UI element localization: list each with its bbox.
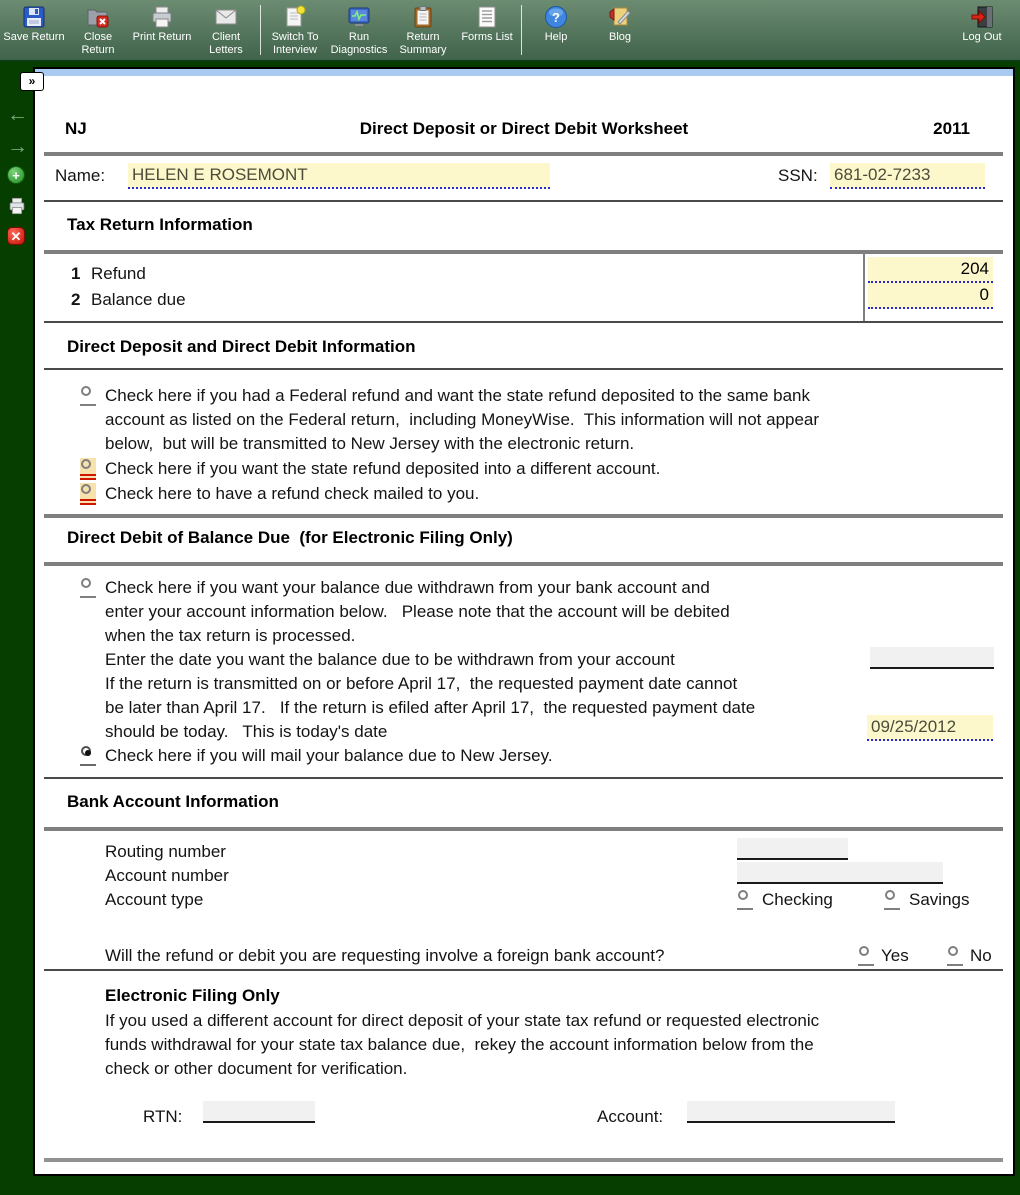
- divider: [44, 321, 1003, 323]
- close-return-button[interactable]: Close Return: [66, 3, 130, 57]
- name-label: Name:: [55, 166, 106, 185]
- refund-amount-field[interactable]: 204: [868, 257, 993, 283]
- divider: [44, 827, 1003, 831]
- radio-circle: [81, 484, 91, 494]
- rtn-verify-field[interactable]: [203, 1101, 315, 1123]
- rtn-label: RTN:: [143, 1107, 183, 1126]
- note-text: should be today. This is today's date: [105, 722, 388, 741]
- withdraw-date-field[interactable]: [870, 647, 994, 669]
- help-icon: [543, 3, 569, 31]
- ssn-field[interactable]: 681-02-7233: [830, 163, 985, 189]
- save-icon: [21, 3, 47, 31]
- option-text: Check here if you want your balance due withdrawn from your bank account and: [105, 578, 710, 597]
- radio-underline: [858, 964, 874, 966]
- same-account-radio[interactable]: [80, 386, 96, 406]
- divider: [44, 1158, 1003, 1162]
- print-return-button[interactable]: Print Return: [130, 3, 194, 44]
- option-text: enter your account information below. Please note that the account will be debited: [105, 602, 730, 621]
- toolbar-separator: [521, 5, 522, 55]
- radio-circle: [859, 946, 869, 956]
- efile-text: funds withdrawal for your state tax balance due, rekey the account information below from the: [105, 1035, 814, 1054]
- form-page: [28, 67, 1015, 1176]
- radio-circle: [81, 746, 91, 756]
- required-underline: [80, 499, 96, 501]
- refund-label: Refund: [91, 264, 146, 283]
- main-area: [0, 62, 1020, 1193]
- divider: [44, 969, 1003, 971]
- divider: [44, 152, 1003, 156]
- radio-underline: [884, 908, 900, 910]
- savings-radio[interactable]: [884, 890, 900, 910]
- tax-year: 2011: [933, 119, 970, 138]
- top-toolbar: [0, 0, 1020, 62]
- clipboard-icon: [410, 3, 436, 31]
- line-number: 1: [71, 264, 81, 283]
- routing-number-field[interactable]: [737, 838, 848, 860]
- radio-circle: [738, 890, 748, 900]
- collapse-panel-tab[interactable]: »: [20, 72, 44, 91]
- foreign-yes-radio[interactable]: [858, 946, 874, 966]
- line-number: 2: [71, 290, 81, 309]
- client-letters-button[interactable]: Client Letters: [194, 3, 258, 57]
- foreign-no-radio[interactable]: [947, 946, 963, 966]
- name-field[interactable]: HELEN E ROSEMONT: [128, 163, 550, 189]
- option-text: when the tax return is processed.: [105, 626, 356, 645]
- plus-icon: +: [7, 166, 25, 184]
- balance-due-label: Balance due: [91, 290, 186, 309]
- radio-circle: [81, 459, 91, 469]
- blog-button[interactable]: Blog: [588, 3, 652, 44]
- svg-text:?: ?: [552, 10, 560, 25]
- option-text: Check here if you want the state refund deposited into a different account.: [105, 459, 661, 478]
- switch-to-interview-button[interactable]: Switch To Interview: [263, 3, 327, 57]
- forms-list-button[interactable]: Forms List: [455, 3, 519, 44]
- option-text: Check here if you had a Federal refund and want the state refund deposited to the same bank: [105, 386, 811, 405]
- section-heading-efile: Electronic Filing Only: [105, 986, 280, 1005]
- account-verify-label: Account:: [597, 1107, 664, 1126]
- divider: [44, 777, 1003, 779]
- account-type-label: Account type: [105, 890, 204, 909]
- radio-circle: [885, 890, 895, 900]
- no-label: No: [970, 946, 992, 965]
- account-verify-field[interactable]: [687, 1101, 895, 1123]
- radio-circle: [81, 578, 91, 588]
- radio-underline: [80, 596, 96, 598]
- diagnostics-monitor-icon: [346, 3, 372, 31]
- close-form-icon[interactable]: [7, 227, 27, 245]
- section-heading-bank-account: Bank Account Information: [67, 792, 279, 811]
- required-underline: [80, 478, 96, 480]
- option-text: account as listed on the Federal return, including MoneyWise. This information will not appear: [105, 410, 820, 429]
- radio-circle: [81, 386, 91, 396]
- withdraw-balance-radio[interactable]: [80, 578, 96, 598]
- option-text: Check here to have a refund check mailed to you.: [105, 484, 480, 503]
- interview-page-icon: [282, 3, 308, 31]
- checking-label: Checking: [762, 890, 833, 909]
- forms-list-icon: [474, 3, 500, 31]
- efile-text: check or other document for verification.: [105, 1059, 408, 1078]
- different-account-radio[interactable]: [80, 458, 96, 480]
- help-button[interactable]: ? Help: [524, 3, 588, 44]
- mail-balance-radio[interactable]: [80, 746, 96, 766]
- add-form-icon[interactable]: [7, 166, 27, 184]
- envelope-icon: [213, 3, 239, 31]
- close-folder-icon: [85, 3, 111, 31]
- note-text: be later than April 17. If the return is efiled after April 17, the requested payment date: [105, 698, 756, 717]
- refund-check-radio[interactable]: [80, 483, 96, 505]
- divider: [44, 514, 1003, 518]
- option-text: Check here if you will mail your balance due to New Jersey.: [105, 746, 553, 765]
- blog-scroll-icon: [607, 3, 633, 31]
- radio-underline: [80, 764, 96, 766]
- radio-circle: [948, 946, 958, 956]
- required-underline: [80, 503, 96, 505]
- print-form-icon[interactable]: [7, 196, 27, 221]
- x-icon: ✕: [7, 227, 25, 245]
- section-heading-direct-deposit: Direct Deposit and Direct Debit Information: [67, 337, 416, 356]
- balance-due-amount-field[interactable]: 0: [868, 283, 993, 309]
- column-divider: [863, 250, 865, 321]
- radio-underline: [947, 964, 963, 966]
- divider: [44, 250, 1003, 254]
- required-underline: [80, 474, 96, 476]
- divider: [44, 368, 1003, 370]
- save-return-button[interactable]: Save Return: [2, 3, 66, 44]
- logout-door-icon: [969, 3, 995, 31]
- account-number-field[interactable]: [737, 862, 943, 884]
- back-arrow-icon[interactable]: ←: [7, 103, 28, 126]
- savings-label: Savings: [909, 890, 970, 909]
- option-text: below, but will be transmitted to New Jersey with the electronic return.: [105, 434, 635, 453]
- section-heading-direct-debit: Direct Debit of Balance Due (for Electronic Filing Only): [67, 528, 513, 547]
- account-number-label: Account number: [105, 866, 229, 885]
- printer-icon: [149, 3, 175, 31]
- note-text: If the return is transmitted on or before April 17, the requested payment date cannot: [105, 674, 738, 693]
- radio-underline: [80, 404, 96, 406]
- yes-label: Yes: [881, 946, 909, 965]
- efile-text: If you used a different account for direct deposit of your state tax refund or requested electronic: [105, 1011, 820, 1030]
- checking-radio[interactable]: [737, 890, 753, 910]
- log-out-button[interactable]: Log Out: [950, 3, 1014, 44]
- divider: [44, 200, 1003, 202]
- page-title: Direct Deposit or Direct Debit Worksheet: [359, 119, 689, 138]
- page-top-bar: [35, 69, 1013, 76]
- ssn-label: SSN:: [778, 166, 818, 185]
- toolbar-separator: [260, 5, 261, 55]
- routing-number-label: Routing number: [105, 842, 226, 861]
- return-summary-button[interactable]: Return Summary: [391, 3, 455, 57]
- todays-date-field[interactable]: 09/25/2012: [867, 715, 993, 741]
- run-diagnostics-button[interactable]: Run Diagnostics: [327, 3, 391, 57]
- divider: [44, 562, 1003, 566]
- foreign-account-question: Will the refund or debit you are requesting involve a foreign bank account?: [105, 946, 665, 965]
- forward-arrow-icon[interactable]: →: [7, 135, 28, 158]
- radio-underline: [737, 908, 753, 910]
- state-code: NJ: [65, 119, 87, 138]
- section-heading-tax-info: Tax Return Information: [67, 215, 253, 234]
- withdraw-date-label: Enter the date you want the balance due to be withdrawn from your account: [105, 650, 675, 669]
